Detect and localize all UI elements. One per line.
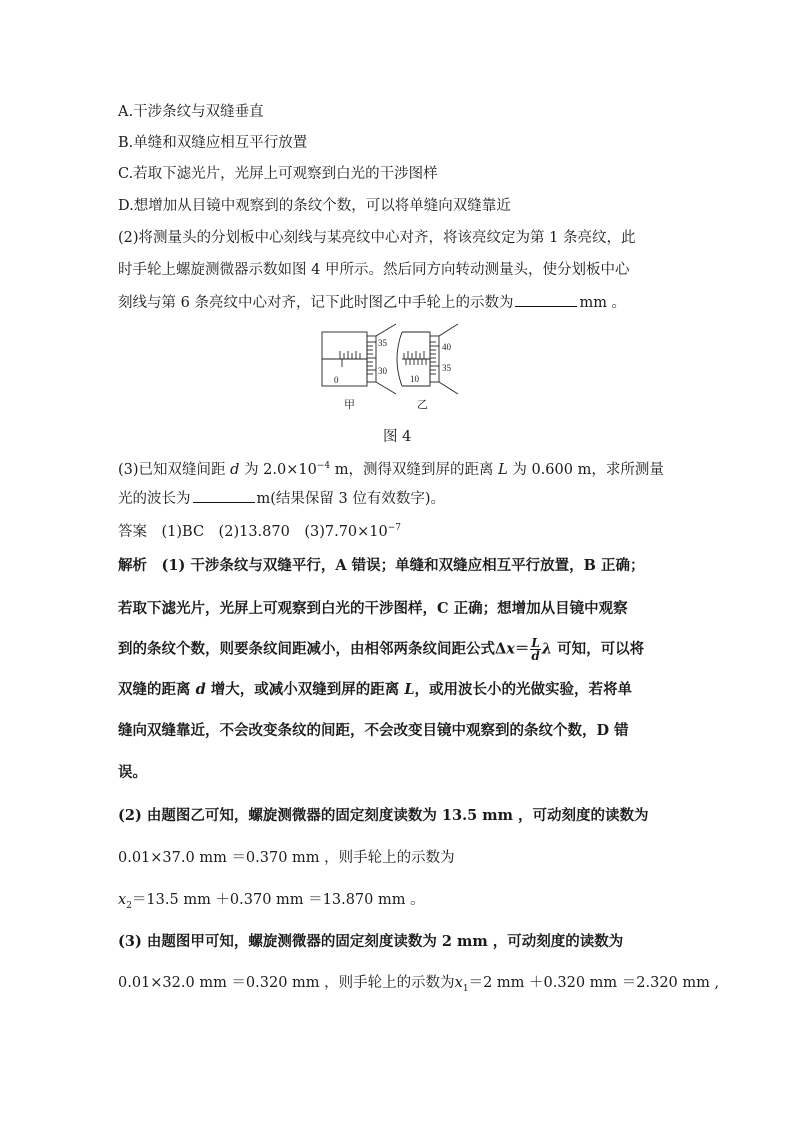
analysis-p1-l5: 缝向双缝靠近，不会改变条纹的间距，不会改变目镜中观察到的条纹个数，D 错: [118, 722, 629, 739]
analysis-p3-l2-b: ＝2 mm ＋0.320 mm ＝2.320 mm ,: [468, 975, 720, 991]
analysis-p1-l4-a: 双缝的距离: [118, 681, 191, 698]
fraction-L-over-d: [530, 637, 540, 662]
symbol-x2: x: [118, 892, 127, 908]
fraction-denominator: d: [531, 649, 540, 663]
symbol-x1: x: [454, 975, 463, 991]
analysis-p1-l1: 解析 (1) 干涉条纹与双缝平行，A 错误；单缝和双缝应相互平行放置，B 正确；: [118, 557, 645, 574]
analysis-p2-l2: 0.01×37.0 mm ＝0.370 mm ，则手轮上的示数为: [118, 850, 455, 866]
q2-line1: (2)将测量头的分划板中心刻线与某亮纹中心对齐，将该亮纹定为第 1 条亮纹，此: [118, 230, 636, 246]
symbol-L: L: [498, 461, 508, 478]
q3-text-a: (3)已知双缝间距: [118, 461, 226, 478]
analysis-p2-l3: [118, 890, 425, 916]
yi-thimble: [430, 336, 439, 382]
analysis-p3-l2-a: 0.01×32.0 mm ＝0.320 mm ，则手轮上的示数为: [118, 975, 455, 991]
micrometer-figure: [318, 322, 478, 414]
analysis-p1-l2: 若取下滤光片，光屏上可观察到白光的干涉图样，C 正确；想增加从目镜中观察: [118, 600, 628, 617]
analysis-p1-l3: [118, 637, 644, 662]
symbol-d-2: d: [195, 681, 206, 698]
yi-scale-40: 40: [442, 342, 451, 352]
q3-text-d: 为 0.600 m，求所测量: [512, 461, 664, 478]
q2-line3-text: 刻线与第 6 条亮纹中心对齐，记下此时图乙中手轮上的示数为: [118, 295, 514, 311]
symbol-lambda: λ: [541, 640, 553, 658]
answer-line: [118, 518, 401, 542]
subscript-2: 2: [126, 900, 132, 911]
option-b: B.单缝和双缝应相互平行放置: [118, 135, 308, 151]
analysis-p1-l6: 误。: [118, 764, 147, 781]
q3-text-e: 光的波长为: [118, 491, 191, 507]
symbol-d: d: [230, 461, 240, 478]
fraction-numerator: L: [531, 636, 540, 650]
q3-text-c: m，测得双缝到屏的距离: [330, 461, 494, 478]
analysis-p1-l4-b: 增大，或减小双缝到屏的距离: [205, 681, 400, 698]
yi-scale-35: 35: [442, 363, 451, 373]
analysis-p1-l4: [118, 680, 632, 700]
q2-unit: mm 。: [579, 295, 627, 311]
option-d: D.想增加从目镜中观察到的条纹个数，可以将单缝向双缝靠近: [118, 198, 511, 214]
q3-text-b: 为 2.0×10: [244, 461, 317, 478]
figure-caption: 图 4: [383, 429, 412, 445]
q3-text-f: m(结果保留 3 位有效数字)。: [256, 491, 446, 507]
exponent: −4: [316, 461, 331, 471]
q2-line3: [118, 292, 626, 313]
q3-line2: [118, 488, 445, 509]
q3-line1: [118, 456, 664, 480]
jia-scale-35: 35: [378, 338, 387, 348]
analysis-p2-l1: (2) 由题图乙可知，螺旋测微器的固定刻度读数为 13.5 mm ，可动刻度的读数为: [118, 807, 649, 824]
option-a: A.干涉条纹与双缝垂直: [118, 104, 264, 120]
label-yi: 乙: [417, 399, 428, 411]
answer-text: 答案 (1)BC (2)13.870 (3)7.70×10: [118, 523, 388, 540]
analysis-p1-l4-c: ，或用波长小的光做实验，若将单: [414, 681, 633, 698]
analysis-p3-l2: [118, 973, 719, 999]
label-jia: 甲: [344, 399, 355, 411]
answer-blank-q3: [193, 488, 255, 503]
jia-thimble: [367, 336, 376, 382]
symbol-L-2: L: [404, 681, 415, 698]
analysis-p1-l3-text: 到的条纹个数，则要条纹间距减小，由相邻两条纹间距公式Δ: [118, 640, 507, 658]
yi-ten-label: 10: [410, 374, 419, 384]
subscript-1: 1: [462, 983, 469, 994]
symbol-x: x: [506, 640, 515, 658]
jia-scale-30: 30: [378, 366, 387, 376]
q2-line2: 时手轮上螺旋测微器示数如图 4 甲所示。然后同方向转动测量头，使分划板中心: [118, 262, 630, 278]
answer-exponent: −7: [387, 523, 402, 533]
analysis-p1-l3-tail: 可知，可以将: [552, 640, 645, 658]
answer-blank-q2: [515, 292, 577, 307]
equals-sign: ＝: [514, 640, 530, 658]
jia-zero-label: 0: [334, 375, 339, 385]
analysis-p3-l1: (3) 由题图甲可知，螺旋测微器的固定刻度读数为 2 mm ，可动刻度的读数为: [118, 933, 624, 950]
analysis-p2-l3-text: ＝13.5 mm ＋0.370 mm ＝13.870 mm 。: [131, 892, 425, 908]
option-c: C.若取下滤光片，光屏上可观察到白光的干涉图样: [118, 166, 438, 182]
